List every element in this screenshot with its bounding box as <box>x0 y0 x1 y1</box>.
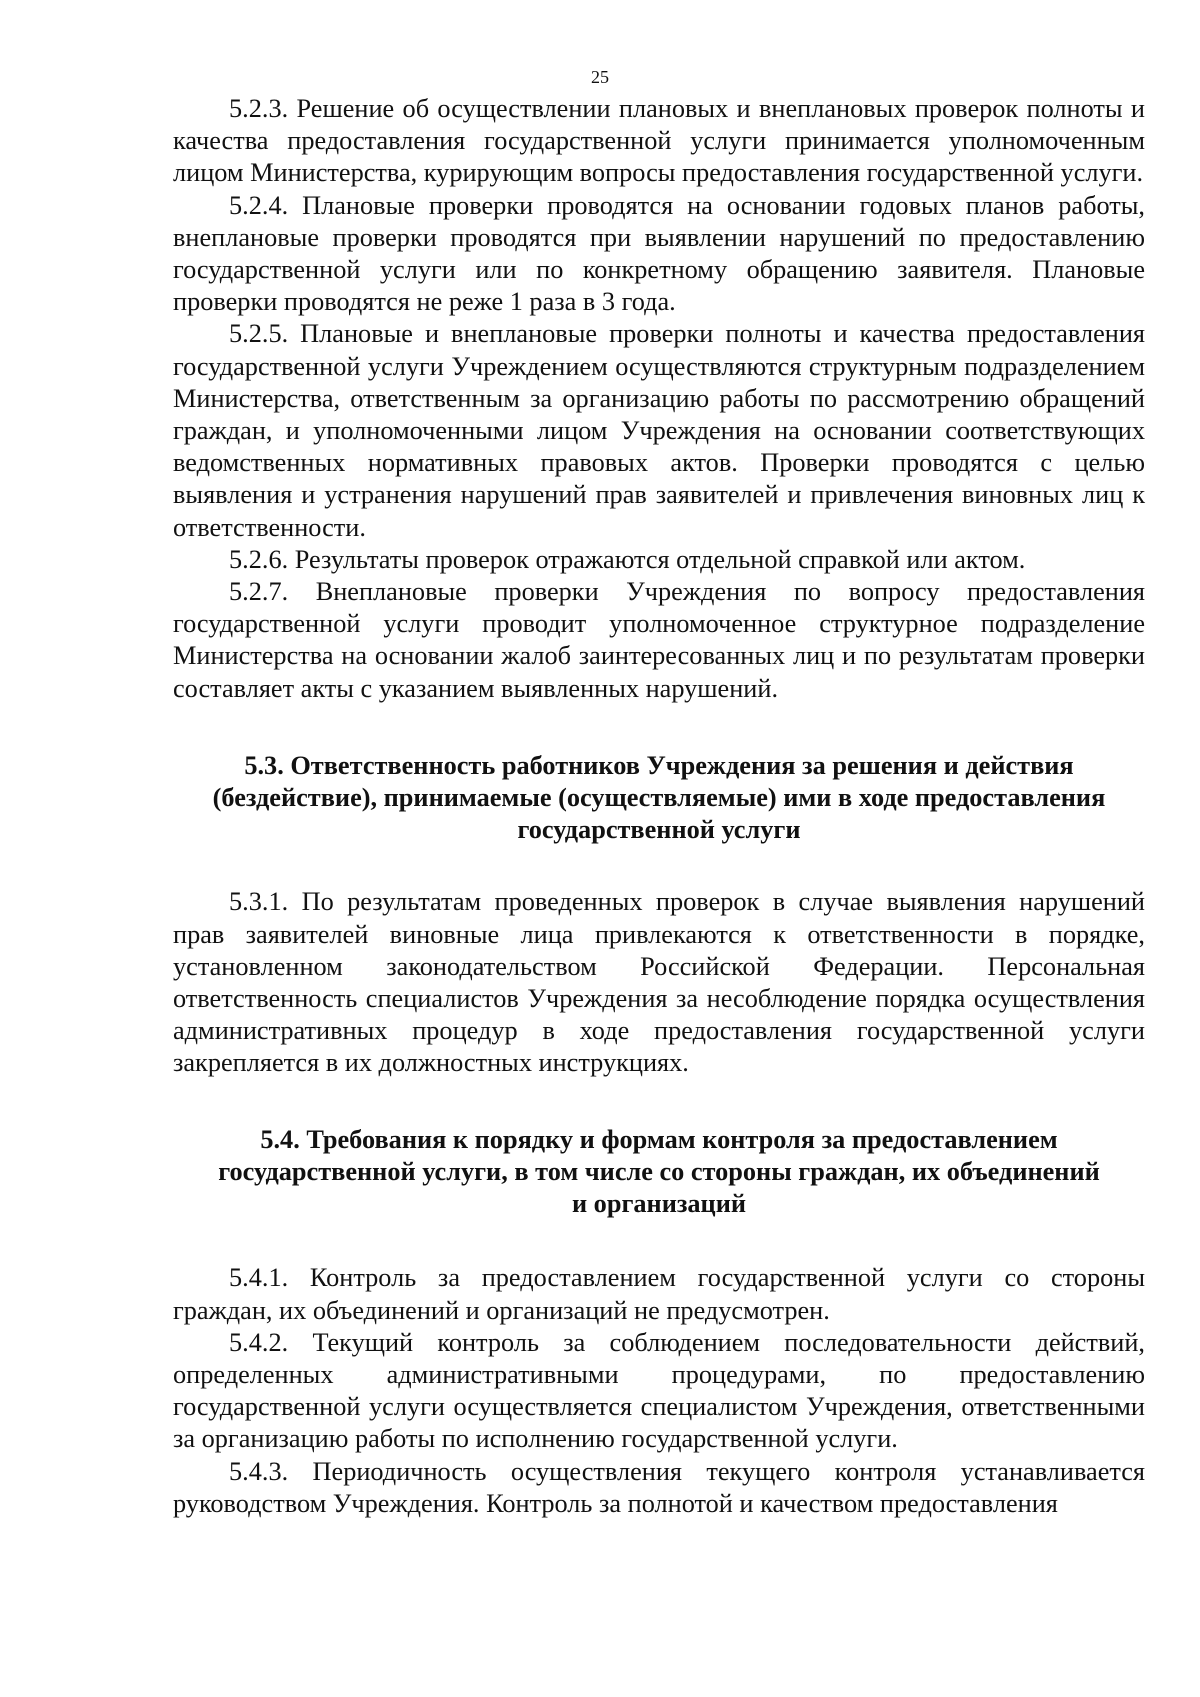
section-heading-5-4-line-1: 5.4. Требования к порядку и формам контроля за предоставлением <box>260 1124 1058 1154</box>
paragraph-5-4-3: 5.4.3. Периодичность осуществления текущего контроля устанавливается руководством Учреждения. Контроль за полнотой и качеством предоставления <box>173 1456 1145 1518</box>
paragraph-5-2-4: 5.2.4. Плановые проверки проводятся на основании годовых планов работы, внеплановые проверки проводятся при выявлении нарушений по предоставлению государственной услуги или по конкретному обращению заявителя. Плановые проверки проводятся не реже 1 раза в 3 года. <box>173 190 1145 317</box>
section-heading-5-4-line-3: и организаций <box>571 1189 747 1219</box>
section-heading-5-3-line-2: (бездействие), принимаемые (осуществляемые) ими в ходе предоставления <box>212 783 1106 813</box>
paragraph-5-2-5: 5.2.5. Плановые и внеплановые проверки полноты и качества предоставления государственной услуги Учреждением осуществляются структурным подразделением Министерства, ответственным за организацию работы по рассмотрению обращений граждан, и уполномоченными лицом Учреждения на основании соответствующих ведомственных нормативных правовых актов. Проверки проводятся с целью выявления и устранения нарушений прав заявителей и привлечения виновных лиц к ответственности. <box>173 319 1145 542</box>
paragraph-5-2-6: 5.2.6. Результаты проверок отражаются отдельной справкой или актом. <box>229 544 1026 574</box>
paragraph-5-2-7: 5.2.7. Внеплановые проверки Учреждения по вопросу предоставления государственной услуги проводит уполномоченное структурное подразделение Министерства на основании жалоб заинтересованных лиц и по результатам проверки составляет акты с указанием выявленных нарушений. <box>173 577 1145 703</box>
section-heading-5-3-line-1: 5.3. Ответственность работников Учреждения за решения и действия <box>244 750 1074 780</box>
paragraph-5-2-3: 5.2.3. Решение об осуществлении плановых и внеплановых проверок полноты и качества предоставления государственной услуги принимается уполномоченным лицом Министерства, курирующим вопросы предоставления государственной услуги. <box>173 94 1145 188</box>
section-heading-5-4 <box>173 1124 1145 1221</box>
section-heading-5-4-line-2: государственной услуги, в том числе со стороны граждан, их объединений <box>218 1156 1100 1186</box>
page-number: 25 <box>591 67 609 87</box>
paragraph-5-4-1: 5.4.1. Контроль за предоставлением государственной услуги со стороны граждан, их объединений и организаций не предусмотрен. <box>173 1263 1145 1325</box>
paragraph-5-4-2: 5.4.2. Текущий контроль за соблюдением последовательности действий, определенных административными процедурами, по предоставлению государственной услуги осуществляется специалистом Учреждения, ответственными за организацию работы по исполнению государственной услуги. <box>173 1327 1145 1454</box>
section-heading-5-3-line-3: государственной услуги <box>517 815 801 845</box>
document-body <box>173 93 1145 1520</box>
paragraph-5-3-1: 5.3.1. По результатам проведенных проверок в случае выявления нарушений прав заявителей виновные лица привлекаются к ответственности в порядке, установленном законодательством Российской Федерации. Персональная ответственность специалистов Учреждения за несоблюдение порядка осуществления административных процедур в ходе предоставления государственной услуги закрепляется в их должностных инструкциях. <box>173 887 1145 1078</box>
section-heading-5-3 <box>173 750 1145 847</box>
